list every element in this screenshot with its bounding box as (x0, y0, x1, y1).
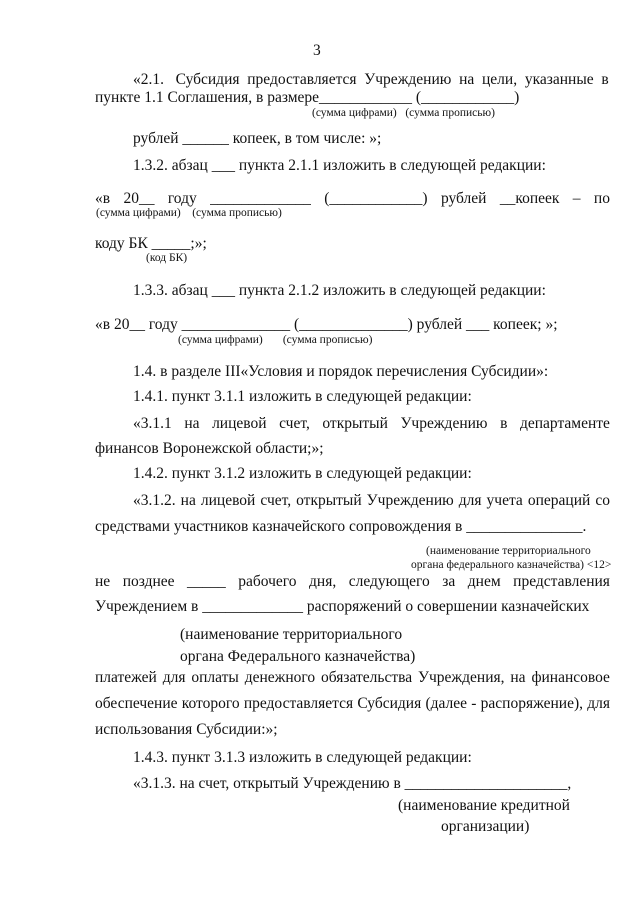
word: счет, (279, 415, 310, 432)
p133-labels: (сумма цифрами) (сумма прописью) (178, 334, 373, 346)
word: лицевой (212, 415, 267, 432)
word: позднее (122, 573, 175, 590)
word: финансовое (531, 669, 610, 686)
word: на (180, 492, 196, 509)
word: представления (513, 573, 610, 590)
p141-line1 (133, 415, 610, 433)
word: Учреждения, (418, 669, 505, 686)
word: в (500, 415, 508, 432)
word: рабочего (238, 573, 297, 590)
word: «3.1.2. (133, 492, 176, 509)
word: Учреждению (366, 492, 454, 509)
p142-line7: использования Субсидии:»; (95, 721, 278, 738)
word: по (593, 190, 610, 207)
p142-center2: органа Федерального казначейства) (180, 648, 416, 665)
word: – (572, 190, 581, 207)
word: обеспечение (95, 695, 178, 712)
word: счет, (260, 492, 292, 509)
p142-note1: (наименование территориального (426, 545, 591, 557)
p142-heading: 1.4.2. пункт 3.1.2 изложить в следующей редакции: (133, 465, 472, 482)
page-number: 3 (313, 42, 321, 59)
word: году (167, 190, 197, 207)
p14-heading: 1.4. в разделе III«Условия и порядок перечисления Субсидии»: (133, 363, 549, 380)
p141-line2: финансов Воронежской области;»; (95, 440, 324, 457)
word: на (510, 669, 526, 686)
p21-line1: «2.1. Субсидия предоставляется Учреждению на цели, указанные в (133, 71, 609, 88)
p133-line: «в 20__ году ______________ (______________) рублей ___ копеек; »; (95, 316, 558, 333)
p132-kbk: коду БК _____;»; (95, 235, 207, 252)
p21-labels: (сумма цифрами) (сумма прописью) (312, 107, 495, 119)
word: со (595, 492, 610, 509)
p142-line5 (95, 669, 610, 687)
word: Учреждению (400, 415, 488, 432)
word: (____________) (324, 190, 428, 207)
word: департаменте (519, 415, 610, 432)
word: за (442, 573, 456, 590)
word: для (458, 492, 482, 509)
word: - (471, 695, 477, 712)
word: 20__ (123, 190, 155, 207)
word: днем (467, 573, 501, 590)
p142-line6 (95, 695, 610, 713)
word: «в (95, 190, 111, 207)
p143-note2: организации) (441, 818, 530, 835)
word: платежей (95, 669, 157, 686)
p133-heading: 1.3.3. абзац ___ пункта 2.1.2 изложить в следующей редакции: (133, 282, 546, 299)
word: открытый (296, 492, 362, 509)
word: _____ (187, 573, 226, 590)
p142-line4: Учреждением в _____________ распоряжений о совершении казначейских (95, 598, 590, 615)
p132-kbk-label: (код БК) (146, 252, 188, 264)
p21-line3: рублей ______ копеек, в том числе: »; (133, 130, 382, 147)
word: __копеек (499, 190, 560, 207)
word: Субсидия (357, 695, 422, 712)
word: обязательства (321, 669, 413, 686)
word: не (95, 573, 111, 590)
word: следующего (348, 573, 430, 590)
word: распоряжение), (480, 695, 583, 712)
word: на (184, 415, 200, 432)
word: открытый (322, 415, 388, 432)
word: для (162, 669, 186, 686)
word: оплаты (191, 669, 239, 686)
word: денежного (244, 669, 316, 686)
p132-heading: 1.3.2. абзац ___ пункта 2.1.1 изложить в следующей редакции: (133, 157, 546, 174)
p132-labels: (сумма цифрами) (сумма прописью) (96, 207, 282, 219)
p21-line2: пункте 1.1 Соглашения, в размере____________ (____________) (95, 89, 520, 106)
p141-heading: 1.4.1. пункт 3.1.1 изложить в следующей редакции: (133, 388, 472, 405)
p143-note1: (наименование кредитной (398, 797, 570, 814)
word: _____________ (210, 190, 311, 207)
p142-line1 (133, 492, 610, 510)
p142-line3 (95, 573, 610, 591)
p143-line: «3.1.3. на счет, открытый Учреждению в _____________________, (133, 775, 572, 792)
p143-heading: 1.4.3. пункт 3.1.3 изложить в следующей редакции: (133, 749, 472, 766)
word: «3.1.1 (133, 415, 172, 432)
p142-note2: органа федерального казначейства) <12> (411, 559, 612, 571)
word: дня, (309, 573, 337, 590)
word: предоставляется (243, 695, 354, 712)
p142-line2: средствами участников казначейского сопровождения в _______________. (95, 518, 587, 535)
p142-center1: (наименование территориального (180, 626, 403, 643)
word: лицевой (200, 492, 256, 509)
word: (далее (425, 695, 468, 712)
word: учета (486, 492, 523, 509)
word: для (587, 695, 610, 712)
word: операций (527, 492, 591, 509)
word: которого (181, 695, 240, 712)
word: рублей (440, 190, 487, 207)
